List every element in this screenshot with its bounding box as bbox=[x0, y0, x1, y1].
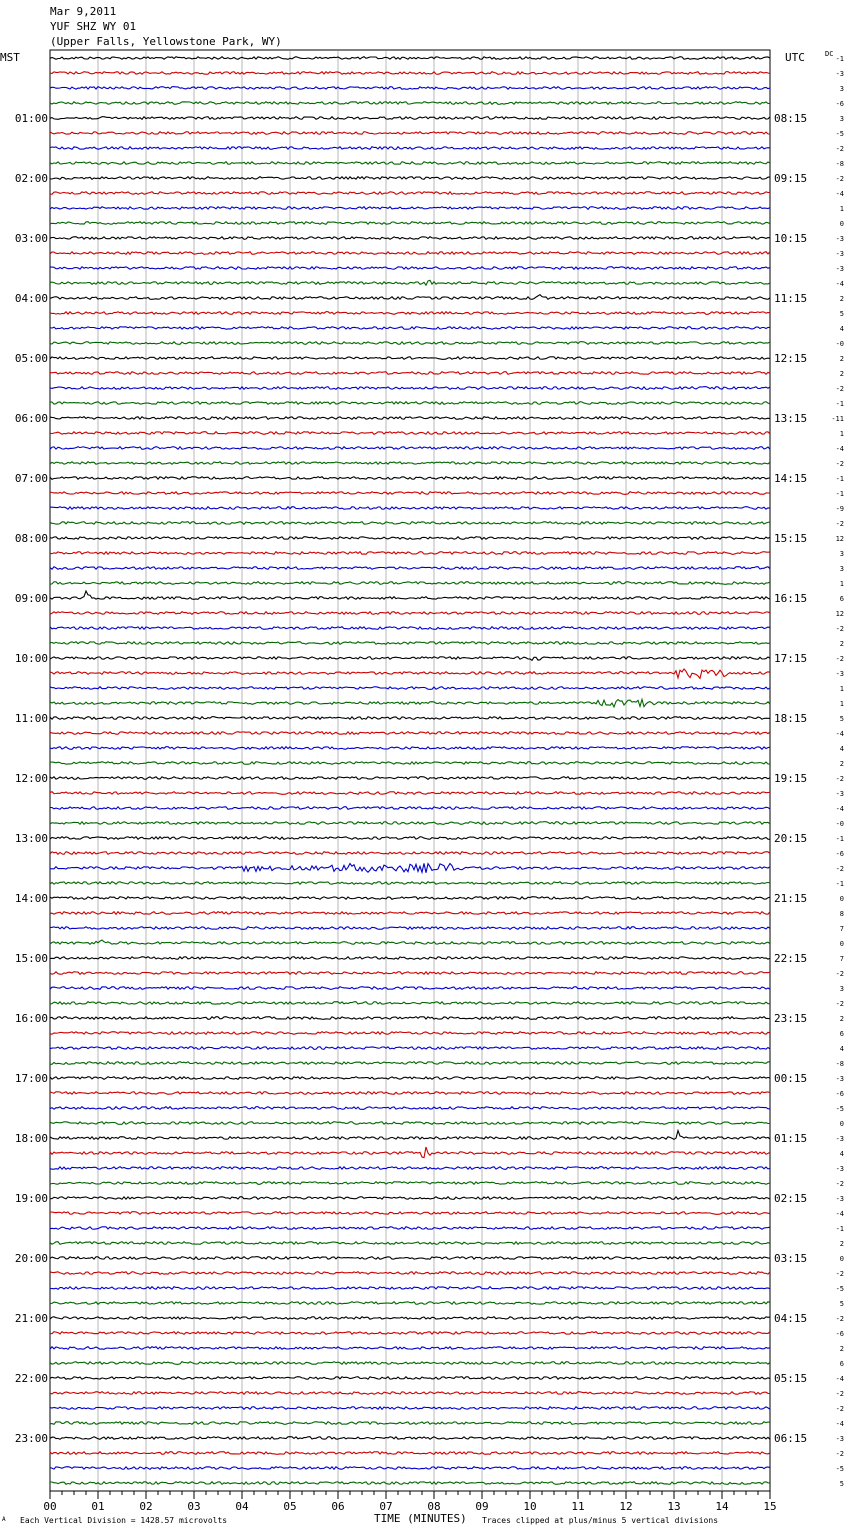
trace-line bbox=[50, 295, 770, 300]
dc-offset-value: -2 bbox=[835, 1000, 844, 1008]
dc-offset-value: 4 bbox=[839, 325, 844, 333]
trace-line bbox=[50, 1167, 770, 1170]
trace-line bbox=[50, 1017, 770, 1020]
trace-line bbox=[50, 1092, 770, 1095]
dc-offset-value: 0 bbox=[839, 1120, 844, 1128]
dc-offset-value: 2 bbox=[839, 1015, 844, 1023]
right-hour-label: 19:15 bbox=[774, 772, 808, 785]
x-tick-label: 03 bbox=[187, 1500, 201, 1513]
x-tick-label: 00 bbox=[43, 1500, 57, 1513]
plot-frame bbox=[50, 50, 770, 1491]
dc-offset-value: -2 bbox=[835, 1450, 844, 1458]
dc-offset-value: -2 bbox=[835, 145, 844, 153]
trace-line bbox=[50, 627, 770, 630]
left-hour-label: 21:00 bbox=[14, 1312, 48, 1325]
dc-offset-value: -1 bbox=[835, 490, 844, 498]
dc-offset-value: -1 bbox=[835, 1225, 844, 1233]
dc-offset-value: 7 bbox=[839, 925, 844, 933]
trace-line bbox=[50, 1242, 770, 1245]
dc-offset-value: -2 bbox=[835, 520, 844, 528]
dc-offset-value: -6 bbox=[835, 1330, 844, 1338]
right-hour-label: 22:15 bbox=[774, 952, 808, 965]
trace-line bbox=[50, 687, 770, 690]
trace-line bbox=[50, 863, 770, 872]
right-hour-label: 23:15 bbox=[774, 1012, 808, 1025]
trace-line bbox=[50, 987, 770, 990]
trace-line bbox=[50, 417, 770, 420]
dc-offset-value: -5 bbox=[835, 1465, 844, 1473]
dc-offset-value: 2 bbox=[839, 760, 844, 768]
left-hour-label: 19:00 bbox=[14, 1192, 48, 1205]
dc-offset-value: 6 bbox=[839, 1360, 844, 1368]
trace-line bbox=[50, 591, 770, 599]
trace-line bbox=[50, 1482, 770, 1485]
dc-offset-value: 2 bbox=[839, 1240, 844, 1248]
dc-offset-value: 1 bbox=[839, 430, 844, 438]
trace-line bbox=[50, 162, 770, 165]
right-hour-label: 04:15 bbox=[774, 1312, 808, 1325]
dc-offset-value: 3 bbox=[839, 565, 844, 573]
dc-offset-value: 3 bbox=[839, 85, 844, 93]
left-hour-label: 11:00 bbox=[14, 712, 48, 725]
trace-line bbox=[50, 1452, 770, 1455]
trace-line bbox=[50, 267, 770, 270]
dc-offset-value: -2 bbox=[835, 865, 844, 873]
dc-offset-value: -2 bbox=[835, 1315, 844, 1323]
left-hour-label: 15:00 bbox=[14, 952, 48, 965]
x-tick-label: 09 bbox=[475, 1500, 489, 1513]
dc-offset-value: -4 bbox=[835, 280, 844, 288]
dc-offset-value: -4 bbox=[835, 1210, 844, 1218]
trace-line bbox=[50, 732, 770, 735]
dc-offset-value: 4 bbox=[839, 1150, 844, 1158]
x-tick-label: 15 bbox=[763, 1500, 777, 1513]
dc-offset-value: 1 bbox=[839, 205, 844, 213]
dc-offset-value: -9 bbox=[835, 505, 844, 513]
trace-line bbox=[50, 747, 770, 750]
right-hour-label: 06:15 bbox=[774, 1432, 808, 1445]
dc-offset-value: -1 bbox=[835, 55, 844, 63]
dc-offset-value: -2 bbox=[835, 1405, 844, 1413]
x-tick-label: 12 bbox=[619, 1500, 633, 1513]
dc-offset-value: -2 bbox=[835, 970, 844, 978]
trace-line bbox=[50, 147, 770, 150]
right-hour-label: 10:15 bbox=[774, 232, 808, 245]
left-hour-label: 22:00 bbox=[14, 1372, 48, 1385]
left-hour-label: 17:00 bbox=[14, 1072, 48, 1085]
trace-line bbox=[50, 327, 770, 330]
x-tick-label: 08 bbox=[427, 1500, 441, 1513]
dc-offset-value: -4 bbox=[835, 190, 844, 198]
trace-line bbox=[50, 1182, 770, 1185]
trace-line bbox=[50, 1107, 770, 1110]
left-hour-label: 08:00 bbox=[14, 532, 48, 545]
trace-line bbox=[50, 717, 770, 720]
x-tick-label: 13 bbox=[667, 1500, 681, 1513]
trace-line bbox=[50, 1332, 770, 1335]
trace-line bbox=[50, 177, 770, 180]
chart-date: Mar 9,2011 bbox=[50, 5, 117, 18]
right-hour-label: 16:15 bbox=[774, 592, 808, 605]
dc-offset-value: -2 bbox=[835, 175, 844, 183]
dc-offset-value: 0 bbox=[839, 220, 844, 228]
trace-line bbox=[50, 552, 770, 555]
trace-line bbox=[50, 940, 770, 944]
trace-line bbox=[50, 1272, 770, 1275]
trace-line bbox=[50, 1147, 770, 1158]
trace-line bbox=[50, 1422, 770, 1425]
dc-offset-value: 2 bbox=[839, 295, 844, 303]
right-hour-label: 02:15 bbox=[774, 1192, 808, 1205]
dc-offset-value: -3 bbox=[835, 70, 844, 78]
trace-line bbox=[50, 357, 770, 360]
left-hour-label: 03:00 bbox=[14, 232, 48, 245]
dc-offset-value: 5 bbox=[839, 310, 844, 318]
trace-line bbox=[50, 1212, 770, 1215]
trace-line bbox=[50, 1407, 770, 1410]
dc-header-label: DC bbox=[825, 50, 834, 58]
trace-line bbox=[50, 1437, 770, 1440]
right-hour-label: 18:15 bbox=[774, 712, 808, 725]
dc-offset-value: 5 bbox=[839, 1300, 844, 1308]
trace-line bbox=[50, 972, 770, 975]
dc-offset-value: 0 bbox=[839, 1255, 844, 1263]
dc-offset-value: 2 bbox=[839, 355, 844, 363]
trace-line bbox=[50, 387, 770, 390]
dc-offset-value: -3 bbox=[835, 1165, 844, 1173]
trace-line bbox=[50, 1302, 770, 1305]
x-tick-label: 05 bbox=[283, 1500, 297, 1513]
dc-offset-value: -6 bbox=[835, 100, 844, 108]
dc-offset-value: -2 bbox=[835, 1270, 844, 1278]
dc-offset-value: 5 bbox=[839, 715, 844, 723]
dc-offset-value: 8 bbox=[839, 910, 844, 918]
trace-line bbox=[50, 1362, 770, 1365]
dc-offset-value: -3 bbox=[835, 1135, 844, 1143]
dc-offset-value: -1 bbox=[835, 835, 844, 843]
left-timezone-label: MST bbox=[0, 51, 20, 64]
dc-offset-value: -3 bbox=[835, 250, 844, 258]
trace-line bbox=[50, 372, 770, 375]
dc-offset-value: -3 bbox=[835, 265, 844, 273]
left-hour-label: 23:00 bbox=[14, 1432, 48, 1445]
right-hour-label: 17:15 bbox=[774, 652, 808, 665]
x-tick-label: 11 bbox=[571, 1500, 585, 1513]
dc-offset-value: -3 bbox=[835, 790, 844, 798]
left-hour-label: 18:00 bbox=[14, 1132, 48, 1145]
trace-line bbox=[50, 1002, 770, 1005]
clip-note: Traces clipped at plus/minus 5 vertical divisions bbox=[482, 1516, 719, 1525]
trace-line bbox=[50, 1047, 770, 1050]
right-hour-label: 05:15 bbox=[774, 1372, 808, 1385]
x-tick-label: 14 bbox=[715, 1500, 729, 1513]
trace-line bbox=[50, 1197, 770, 1200]
dc-offset-value: 1 bbox=[839, 580, 844, 588]
trace-line bbox=[50, 117, 770, 120]
dc-offset-value: -11 bbox=[831, 415, 844, 423]
trace-line bbox=[50, 1077, 770, 1080]
trace-line bbox=[50, 897, 770, 900]
trace-line bbox=[50, 102, 770, 105]
dc-offset-value: 4 bbox=[839, 745, 844, 753]
trace-line bbox=[50, 1467, 770, 1470]
dc-offset-value: -4 bbox=[835, 445, 844, 453]
left-hour-label: 05:00 bbox=[14, 352, 48, 365]
trace-line bbox=[50, 852, 770, 855]
trace-line bbox=[50, 657, 770, 661]
dc-offset-value: -1 bbox=[835, 475, 844, 483]
dc-offset-value: -3 bbox=[835, 235, 844, 243]
trace-line bbox=[50, 807, 770, 810]
left-hour-label: 02:00 bbox=[14, 172, 48, 185]
right-hour-label: 03:15 bbox=[774, 1252, 808, 1265]
trace-line bbox=[50, 957, 770, 960]
dc-offset-value: -2 bbox=[835, 1180, 844, 1188]
dc-offset-value: -4 bbox=[835, 1420, 844, 1428]
dc-offset-value: 5 bbox=[839, 1480, 844, 1488]
left-hour-label: 01:00 bbox=[14, 112, 48, 125]
trace-line bbox=[50, 882, 770, 885]
trace-line bbox=[50, 1377, 770, 1380]
trace-line bbox=[50, 669, 770, 678]
right-timezone-label: UTC bbox=[785, 51, 805, 64]
trace-line bbox=[50, 522, 770, 525]
right-hour-label: 09:15 bbox=[774, 172, 808, 185]
dc-offset-value: -6 bbox=[835, 1090, 844, 1098]
right-hour-label: 12:15 bbox=[774, 352, 808, 365]
dc-offset-value: -8 bbox=[835, 160, 844, 168]
trace-line bbox=[50, 699, 770, 707]
x-axis-label: TIME (MINUTES) bbox=[374, 1512, 467, 1525]
trace-line bbox=[50, 912, 770, 915]
left-hour-label: 07:00 bbox=[14, 472, 48, 485]
dc-offset-value: 0 bbox=[839, 895, 844, 903]
dc-offset-value: -4 bbox=[835, 730, 844, 738]
trace-line bbox=[50, 477, 770, 480]
dc-offset-value: -2 bbox=[835, 655, 844, 663]
dc-offset-value: -2 bbox=[835, 625, 844, 633]
dc-offset-value: 1 bbox=[839, 685, 844, 693]
dc-offset-value: 2 bbox=[839, 1345, 844, 1353]
dc-offset-value: 1 bbox=[839, 700, 844, 708]
trace-line bbox=[50, 492, 770, 495]
dc-offset-value: 7 bbox=[839, 955, 844, 963]
trace-line bbox=[50, 1347, 770, 1350]
trace-line bbox=[50, 1287, 770, 1290]
left-hour-label: 10:00 bbox=[14, 652, 48, 665]
scale-note: Each Vertical Division = 1428.57 microvolts bbox=[20, 1516, 228, 1525]
trace-line bbox=[50, 132, 770, 135]
trace-line bbox=[50, 312, 770, 315]
trace-line bbox=[50, 237, 770, 240]
trace-line bbox=[50, 507, 770, 510]
dc-offset-value: -5 bbox=[835, 1285, 844, 1293]
dc-offset-value: -1 bbox=[835, 880, 844, 888]
trace-line bbox=[50, 1227, 770, 1230]
dc-offset-value: -2 bbox=[835, 460, 844, 468]
trace-line bbox=[50, 612, 770, 615]
right-hour-label: 15:15 bbox=[774, 532, 808, 545]
trace-line bbox=[50, 72, 770, 75]
trace-line bbox=[50, 777, 770, 780]
dc-offset-value: 12 bbox=[835, 535, 844, 543]
trace-line bbox=[50, 342, 770, 345]
trace-line bbox=[50, 462, 770, 465]
x-tick-label: 01 bbox=[91, 1500, 105, 1513]
left-hour-label: 06:00 bbox=[14, 412, 48, 425]
trace-line bbox=[50, 642, 770, 645]
right-hour-label: 13:15 bbox=[774, 412, 808, 425]
dc-offset-value: -6 bbox=[835, 850, 844, 858]
trace-line bbox=[50, 1122, 770, 1125]
right-hour-label: 14:15 bbox=[774, 472, 808, 485]
right-hour-label: 11:15 bbox=[774, 292, 808, 305]
dc-offset-value: 3 bbox=[839, 985, 844, 993]
dc-offset-value: -8 bbox=[835, 1060, 844, 1068]
trace-line bbox=[50, 192, 770, 195]
trace-line bbox=[50, 207, 770, 210]
trace-line bbox=[50, 822, 770, 825]
trace-line bbox=[50, 402, 770, 405]
trace-line bbox=[50, 1317, 770, 1320]
dc-offset-value: -4 bbox=[835, 1375, 844, 1383]
dc-offset-value: -5 bbox=[835, 130, 844, 138]
left-hour-label: 12:00 bbox=[14, 772, 48, 785]
dc-offset-value: 4 bbox=[839, 1045, 844, 1053]
trace-line bbox=[50, 1062, 770, 1065]
trace-line bbox=[50, 582, 770, 585]
corner-mark: A bbox=[2, 1516, 6, 1523]
left-hour-label: 09:00 bbox=[14, 592, 48, 605]
trace-line bbox=[50, 252, 770, 255]
dc-offset-value: -2 bbox=[835, 775, 844, 783]
x-tick-label: 10 bbox=[523, 1500, 537, 1513]
trace-line bbox=[50, 432, 770, 435]
trace-line bbox=[50, 927, 770, 930]
left-hour-label: 16:00 bbox=[14, 1012, 48, 1025]
trace-line bbox=[50, 1032, 770, 1035]
right-hour-label: 20:15 bbox=[774, 832, 808, 845]
trace-line bbox=[50, 792, 770, 795]
trace-line bbox=[50, 1392, 770, 1395]
x-tick-label: 07 bbox=[379, 1500, 393, 1513]
dc-offset-value: 3 bbox=[839, 115, 844, 123]
dc-offset-value: 2 bbox=[839, 370, 844, 378]
right-hour-label: 00:15 bbox=[774, 1072, 808, 1085]
right-hour-label: 08:15 bbox=[774, 112, 808, 125]
trace-line bbox=[50, 87, 770, 90]
dc-offset-value: -0 bbox=[835, 340, 844, 348]
trace-line bbox=[50, 567, 770, 570]
left-hour-label: 20:00 bbox=[14, 1252, 48, 1265]
trace-line bbox=[50, 762, 770, 765]
trace-line bbox=[50, 837, 770, 840]
dc-offset-value: 6 bbox=[839, 1030, 844, 1038]
trace-line bbox=[50, 57, 770, 60]
dc-offset-value: -0 bbox=[835, 820, 844, 828]
dc-offset-value: -3 bbox=[835, 1195, 844, 1203]
dc-offset-value: -2 bbox=[835, 385, 844, 393]
dc-offset-value: 12 bbox=[835, 610, 844, 618]
dc-offset-value: -3 bbox=[835, 1435, 844, 1443]
dc-offset-value: 0 bbox=[839, 940, 844, 948]
trace-line bbox=[50, 537, 770, 540]
right-hour-label: 01:15 bbox=[774, 1132, 808, 1145]
trace-line bbox=[50, 280, 770, 285]
dc-offset-value: -5 bbox=[835, 1105, 844, 1113]
dc-offset-value: -3 bbox=[835, 1075, 844, 1083]
trace-line bbox=[50, 447, 770, 450]
dc-offset-value: 2 bbox=[839, 640, 844, 648]
right-hour-label: 21:15 bbox=[774, 892, 808, 905]
dc-offset-value: -3 bbox=[835, 670, 844, 678]
trace-line bbox=[50, 1257, 770, 1260]
left-hour-label: 13:00 bbox=[14, 832, 48, 845]
dc-offset-value: 6 bbox=[839, 595, 844, 603]
trace-line bbox=[50, 222, 770, 225]
x-tick-label: 06 bbox=[331, 1500, 345, 1513]
x-tick-label: 02 bbox=[139, 1500, 153, 1513]
dc-offset-value: -4 bbox=[835, 805, 844, 813]
dc-offset-value: 3 bbox=[839, 550, 844, 558]
left-hour-label: 04:00 bbox=[14, 292, 48, 305]
station-location: (Upper Falls, Yellowstone Park, WY) bbox=[50, 35, 282, 48]
left-hour-label: 14:00 bbox=[14, 892, 48, 905]
dc-offset-value: -2 bbox=[835, 1390, 844, 1398]
dc-offset-value: -1 bbox=[835, 400, 844, 408]
station-name: YUF SHZ WY 01 bbox=[50, 20, 137, 33]
x-tick-label: 04 bbox=[235, 1500, 249, 1513]
trace-line bbox=[50, 1131, 770, 1140]
